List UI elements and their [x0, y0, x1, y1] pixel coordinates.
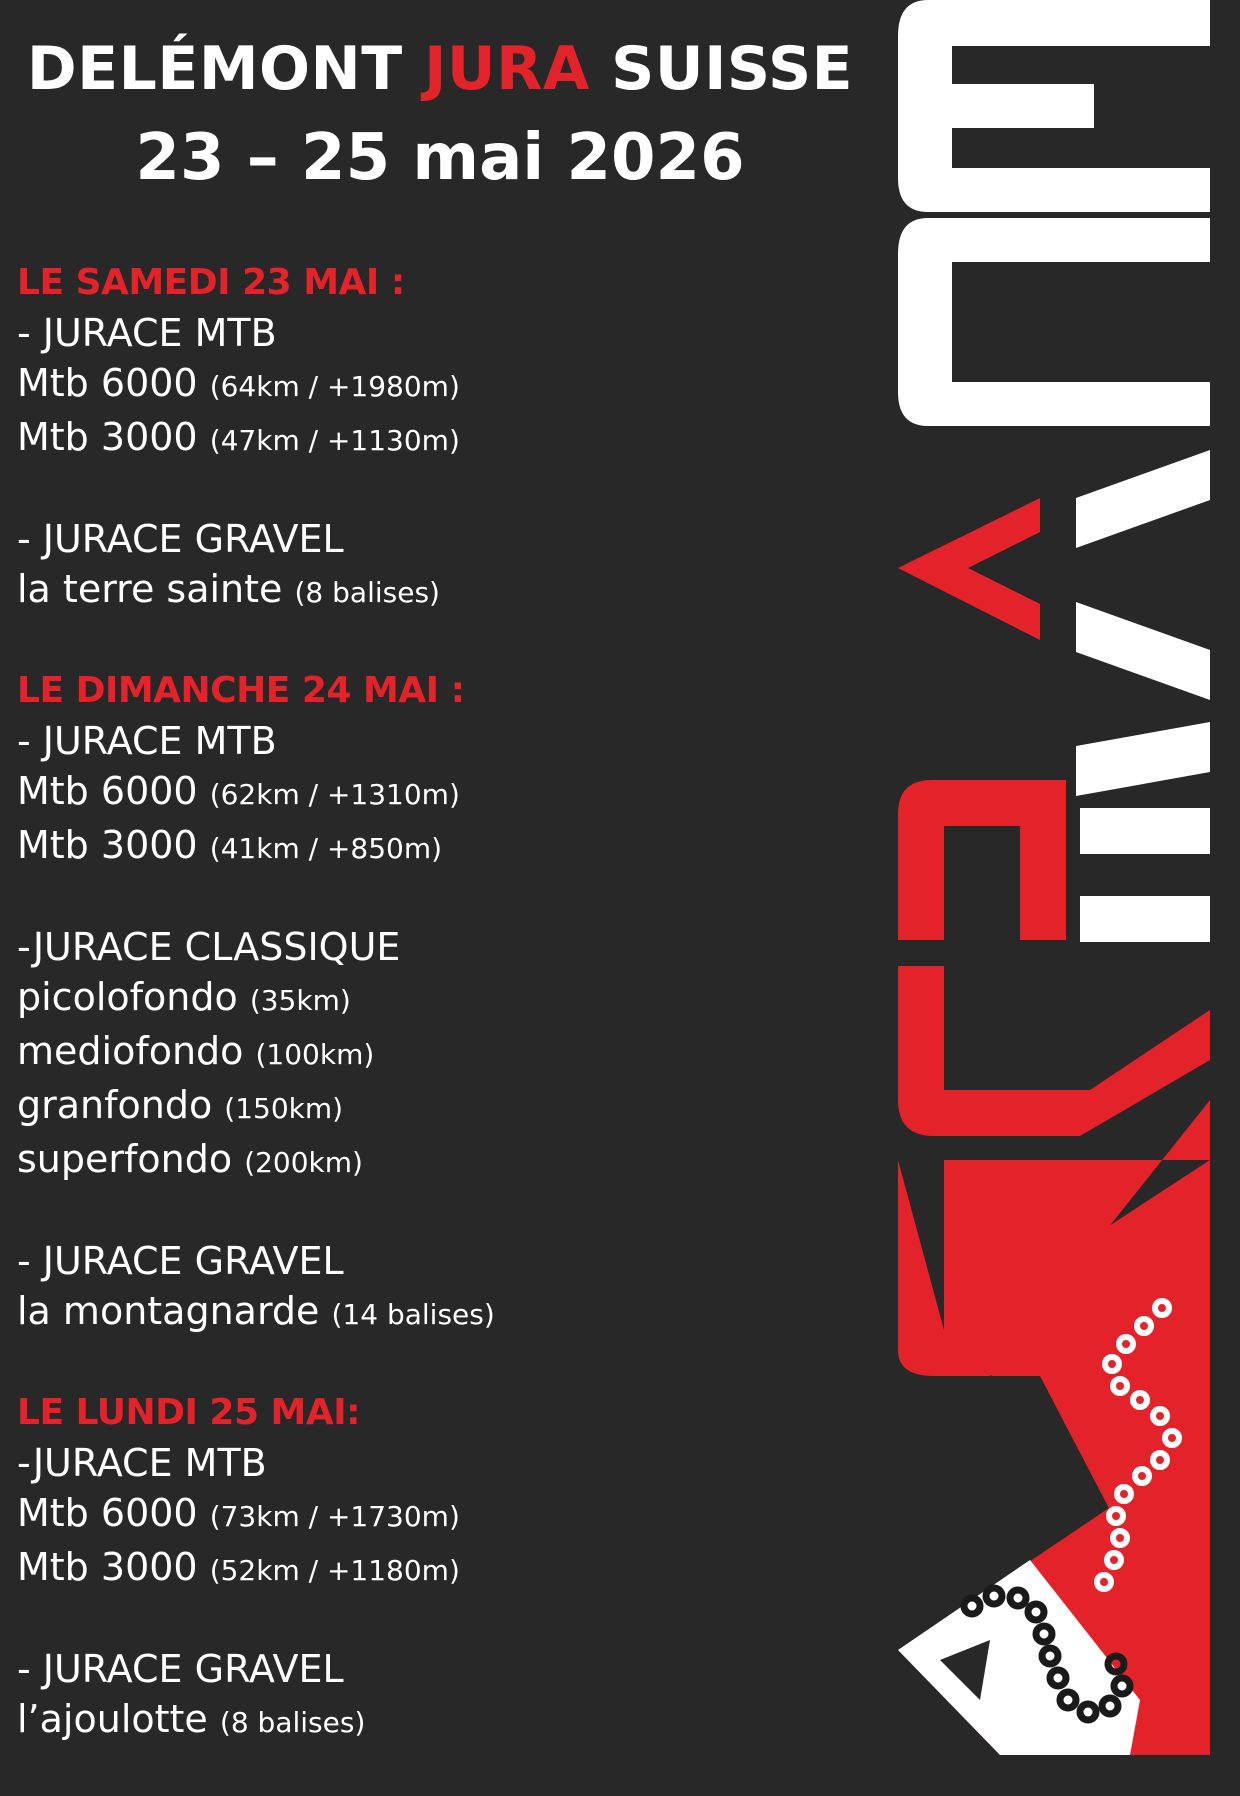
race-detail: (8 balises)	[294, 576, 440, 609]
race-detail: (100km)	[255, 1038, 375, 1071]
event-group	[17, 1644, 877, 1748]
event-title: - JURACE GRAVEL	[17, 517, 344, 561]
race-name: la terre sainte	[17, 567, 283, 611]
event-title: - JURACE GRAVEL	[17, 1647, 344, 1691]
race-detail: (35km)	[249, 984, 351, 1017]
event-group	[17, 1236, 877, 1340]
event-title: -JURACE MTB	[17, 1441, 267, 1485]
program-day	[17, 666, 877, 1340]
logo-letter-e	[898, 0, 1210, 212]
logo-slash-1	[1076, 450, 1210, 548]
race-item	[17, 358, 877, 412]
program-day	[17, 258, 877, 618]
race-detail: (41km / +850m)	[209, 832, 443, 865]
event-group	[17, 514, 877, 618]
event-group	[17, 308, 877, 466]
location-region: JURA	[424, 34, 590, 104]
race-detail: (64km / +1980m)	[209, 370, 460, 403]
jurace-logo-icon	[880, 0, 1240, 1755]
race-detail: (73km / +1730m)	[209, 1500, 460, 1533]
program-day	[17, 1388, 877, 1748]
program-list	[17, 258, 877, 1796]
race-item	[17, 766, 877, 820]
race-item	[17, 820, 877, 874]
event-group	[17, 922, 877, 1188]
race-name: Mtb 3000	[17, 415, 198, 459]
race-name: Mtb 3000	[17, 1545, 198, 1589]
race-item	[17, 412, 877, 466]
race-detail: (14 balises)	[331, 1298, 495, 1331]
logo-letter-r-white	[1080, 808, 1210, 854]
race-name: Mtb 3000	[17, 823, 198, 867]
race-name: Mtb 6000	[17, 361, 198, 405]
race-item	[17, 1026, 877, 1080]
race-item	[17, 972, 877, 1026]
event-title: - JURACE GRAVEL	[17, 1239, 344, 1283]
logo-letter-c	[898, 218, 1210, 426]
event-location	[0, 26, 880, 112]
race-item	[17, 1694, 877, 1748]
race-name: l’ajoulotte	[17, 1697, 208, 1741]
race-item	[17, 1542, 877, 1596]
event-title: - JURACE MTB	[17, 719, 277, 763]
event-group	[17, 1438, 877, 1596]
event-dates: 23 – 25 mai 2026	[135, 121, 745, 195]
race-name: superfondo	[17, 1137, 233, 1181]
event-header	[0, 26, 880, 204]
location-country: SUISSE	[611, 34, 854, 104]
logo-letter-r-red	[898, 780, 1066, 940]
race-detail: (47km / +1130m)	[209, 424, 460, 457]
race-detail: (200km)	[244, 1146, 363, 1179]
race-name: la montagnarde	[17, 1289, 320, 1333]
logo-letter-u	[898, 966, 1210, 1136]
logo-bar-white	[1080, 896, 1210, 942]
race-name: mediofondo	[17, 1029, 244, 1073]
event-title: - JURACE MTB	[17, 311, 277, 355]
race-detail: (52km / +1180m)	[209, 1554, 460, 1587]
race-item	[17, 1134, 877, 1188]
race-detail: (8 balises)	[219, 1706, 366, 1739]
race-item	[17, 1488, 877, 1542]
event-group	[17, 716, 877, 874]
race-name: granfondo	[17, 1083, 213, 1127]
logo-slash-3	[1076, 722, 1210, 796]
race-item	[17, 564, 877, 618]
day-title: LE DIMANCHE 24 MAI :	[17, 670, 465, 711]
race-name: Mtb 6000	[17, 769, 198, 813]
day-title: LE SAMEDI 23 MAI :	[17, 262, 405, 303]
event-title: -JURACE CLASSIQUE	[17, 925, 401, 969]
race-detail: (150km)	[224, 1092, 344, 1125]
logo-letter-a-red	[898, 498, 1040, 640]
race-item	[17, 1080, 877, 1134]
race-item	[17, 1286, 877, 1340]
location-city: DELÉMONT	[26, 34, 403, 104]
race-name: picolofondo	[17, 975, 238, 1019]
day-title: LE LUNDI 25 MAI:	[17, 1392, 360, 1433]
race-detail: (62km / +1310m)	[209, 778, 460, 811]
race-name: Mtb 6000	[17, 1491, 198, 1535]
logo-slash-2	[1076, 602, 1210, 700]
